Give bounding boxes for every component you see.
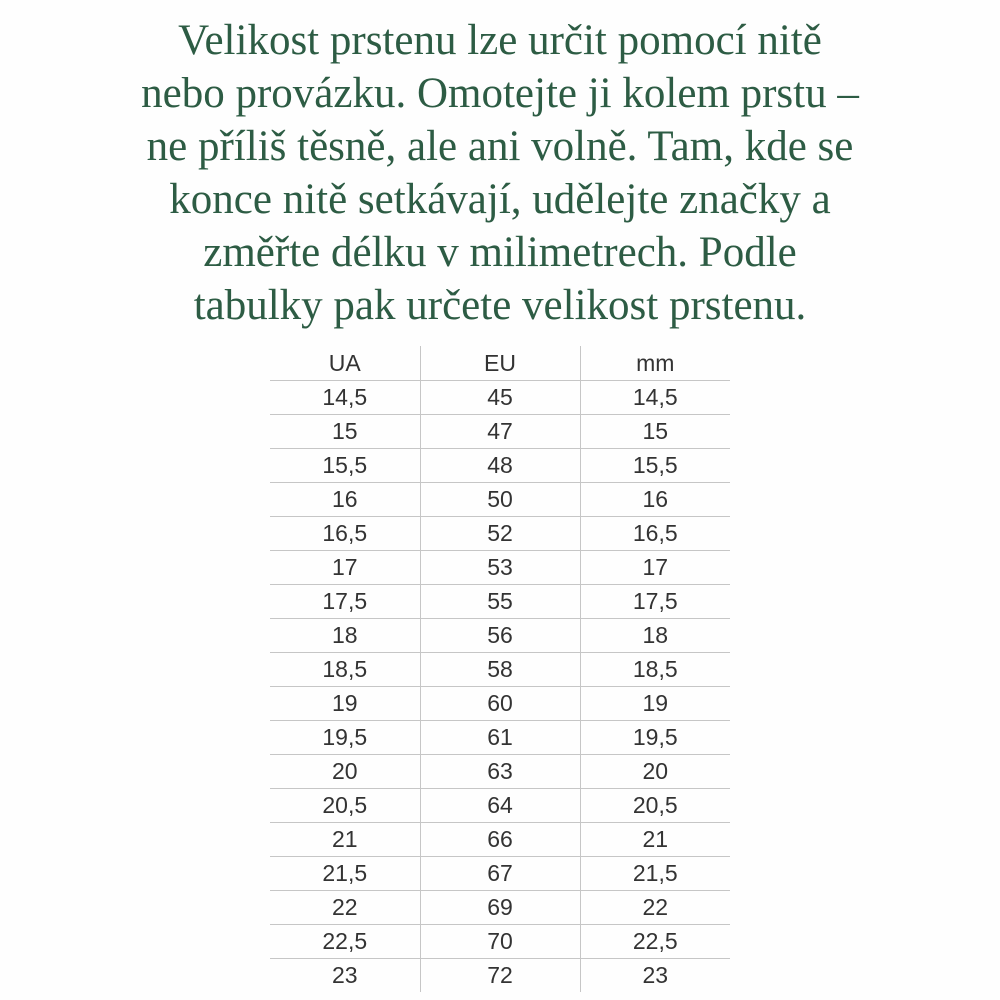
- column-header-eu: EU: [420, 346, 580, 381]
- table-cell: 18: [580, 619, 730, 653]
- table-cell: 64: [420, 789, 580, 823]
- table-cell: 18: [331, 622, 358, 648]
- table-cell: 17,5: [580, 585, 730, 619]
- table-cell: 20,5: [322, 792, 368, 818]
- table-cell: 15,5: [322, 452, 368, 478]
- table-cell: 19: [580, 687, 730, 721]
- table-cell: 53: [420, 551, 580, 585]
- table-cell: 21,5: [322, 860, 368, 886]
- table-cell: 21,5: [580, 857, 730, 891]
- intro-text: [0, 0, 1000, 332]
- table-row: [270, 721, 730, 755]
- table-cell: 72: [420, 959, 580, 993]
- table-cell: 14,5: [580, 381, 730, 415]
- column-header-mm: mm: [580, 346, 730, 381]
- table-cell: 56: [420, 619, 580, 653]
- table-cell: 45: [420, 381, 580, 415]
- table-cell: 52: [420, 517, 580, 551]
- table-row: [270, 381, 730, 415]
- table-cell: 47: [420, 415, 580, 449]
- table-header-row: [270, 346, 730, 381]
- size-table-body: [270, 381, 730, 993]
- table-cell: 16: [331, 486, 358, 512]
- table-cell: 48: [420, 449, 580, 483]
- table-cell: 22: [331, 894, 358, 920]
- table-cell: 21: [331, 826, 358, 852]
- table-row: [270, 653, 730, 687]
- intro-line: konce nitě setkávají, udělejte značky a: [169, 176, 831, 223]
- table-cell: 20,5: [580, 789, 730, 823]
- table-cell: 19,5: [580, 721, 730, 755]
- table-cell: 60: [420, 687, 580, 721]
- table-cell: 61: [420, 721, 580, 755]
- table-cell: 70: [420, 925, 580, 959]
- intro-line: nebo provázku. Omotejte ji kolem prstu –: [141, 70, 859, 117]
- table-cell: 20: [331, 758, 358, 784]
- intro-line: ne příliš těsně, ale ani volně. Tam, kde se: [146, 123, 854, 170]
- table-cell: 17: [331, 554, 358, 580]
- table-cell: 22,5: [322, 928, 368, 954]
- table-row: [270, 517, 730, 551]
- table-cell: 18,5: [580, 653, 730, 687]
- table-row: [270, 415, 730, 449]
- table-cell: 69: [420, 891, 580, 925]
- table-cell: 58: [420, 653, 580, 687]
- table-cell: 22,5: [580, 925, 730, 959]
- table-cell: 20: [580, 755, 730, 789]
- intro-line: tabulky pak určete velikost prstenu.: [193, 282, 807, 329]
- table-row: [270, 823, 730, 857]
- intro-line: Velikost prstenu lze určit pomocí nitě: [178, 17, 822, 64]
- table-row: [270, 959, 730, 993]
- table-cell: 63: [420, 755, 580, 789]
- table-cell: 66: [420, 823, 580, 857]
- table-cell: 50: [420, 483, 580, 517]
- ring-size-table: [270, 346, 730, 992]
- table-cell: 22: [580, 891, 730, 925]
- table-cell: 16,5: [322, 520, 368, 546]
- table-cell: 16: [580, 483, 730, 517]
- table-row: [270, 483, 730, 517]
- table-cell: 23: [331, 962, 358, 988]
- table-row: [270, 449, 730, 483]
- table-row: [270, 551, 730, 585]
- table-row: [270, 925, 730, 959]
- table-cell: 19: [331, 690, 358, 716]
- column-header-ua: UA: [328, 349, 361, 376]
- table-row: [270, 585, 730, 619]
- table-row: [270, 789, 730, 823]
- table-row: [270, 755, 730, 789]
- table-cell: 16,5: [580, 517, 730, 551]
- table-cell: 15: [580, 415, 730, 449]
- table-cell: 15: [331, 418, 358, 444]
- table-header: [270, 346, 730, 381]
- table-cell: 21: [580, 823, 730, 857]
- table-cell: 17: [580, 551, 730, 585]
- table-row: [270, 857, 730, 891]
- table-cell: 19,5: [322, 724, 368, 750]
- table-cell: 18,5: [322, 656, 368, 682]
- table-cell: 14,5: [322, 384, 368, 410]
- table-cell: 15,5: [580, 449, 730, 483]
- table-row: [270, 619, 730, 653]
- table-row: [270, 891, 730, 925]
- intro-line: změřte délku v milimetrech. Podle: [203, 229, 797, 276]
- table-cell: 17,5: [322, 588, 368, 614]
- table-cell: 67: [420, 857, 580, 891]
- table-cell: 23: [580, 959, 730, 993]
- table-cell: 55: [420, 585, 580, 619]
- table-row: [270, 687, 730, 721]
